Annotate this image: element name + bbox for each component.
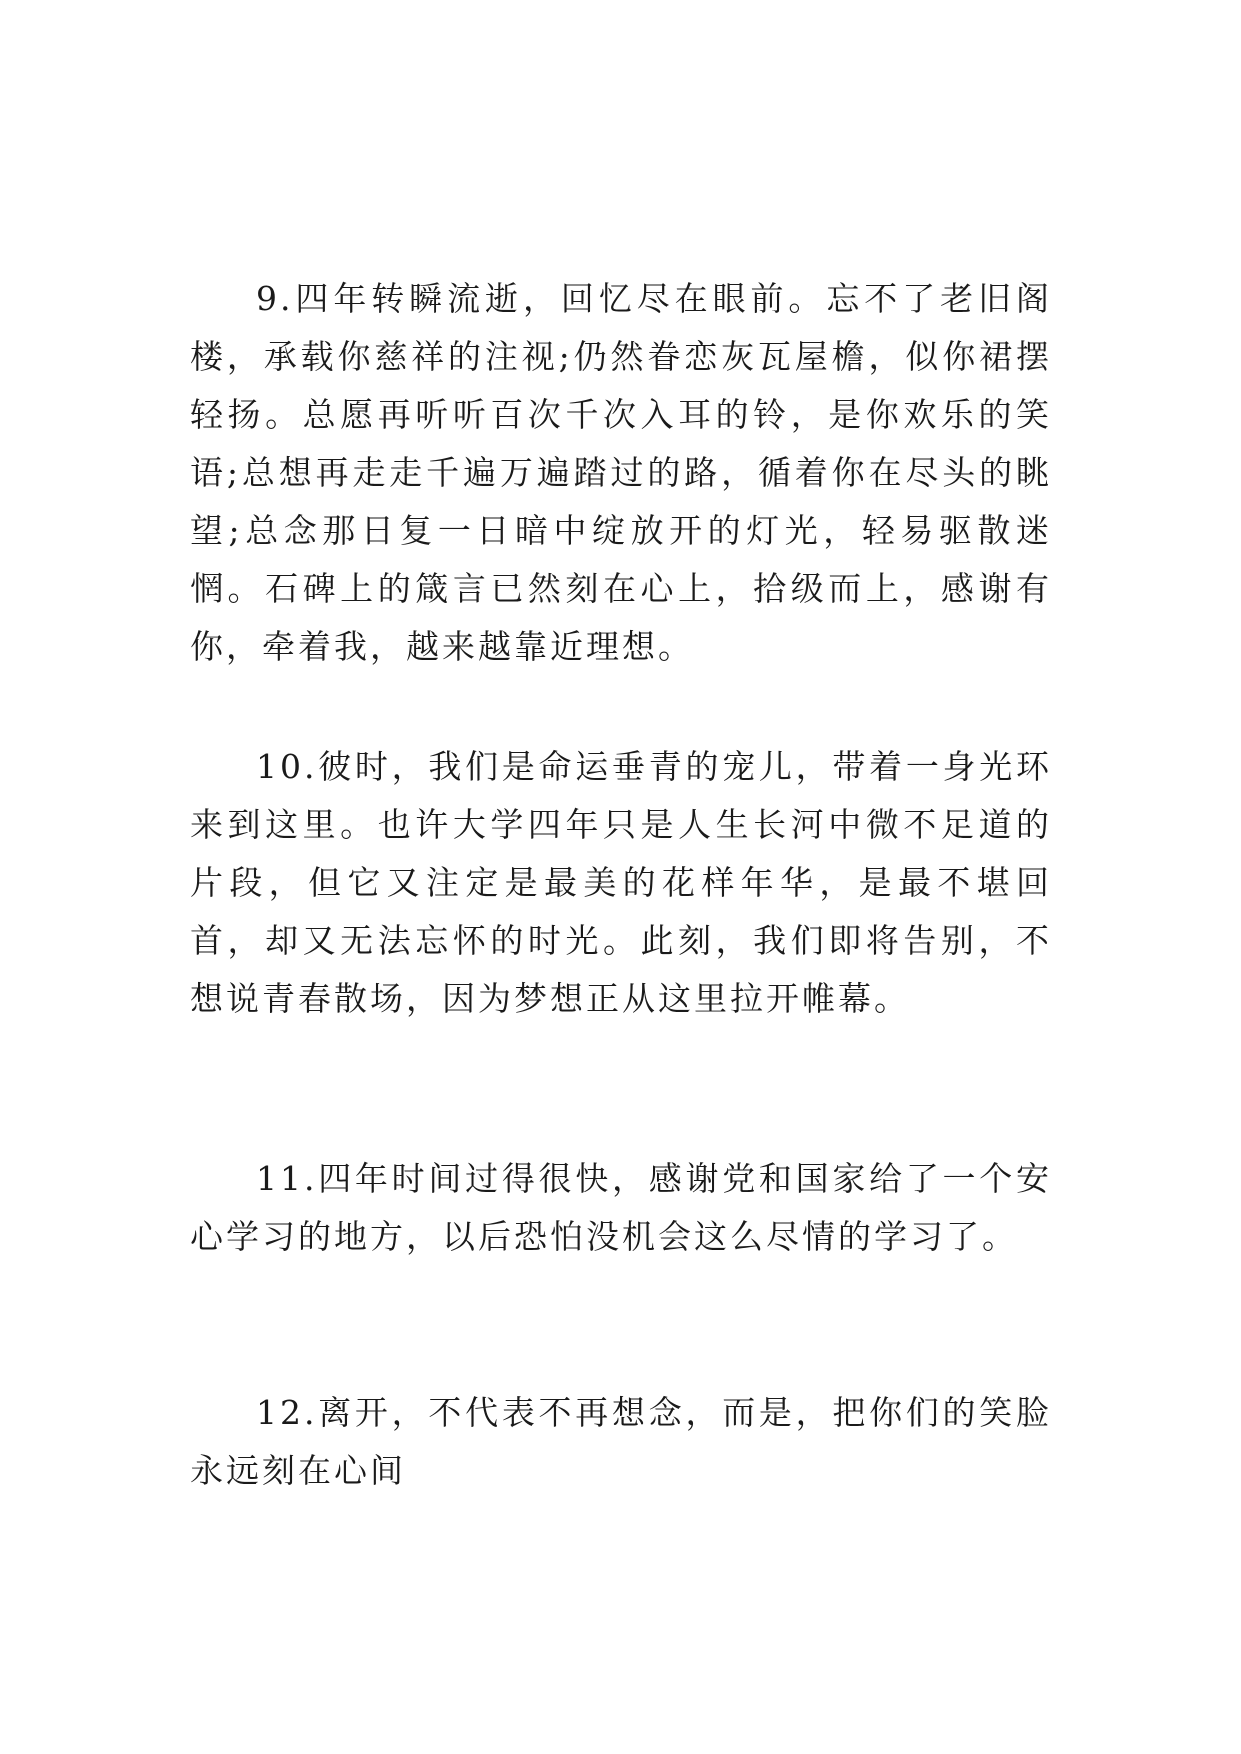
paragraph-12: 12.离开，不代表不再想念，而是，把你们的笑脸永远刻在心间	[190, 1393, 1052, 1490]
paragraph-11: 11.四年时间过得很快，感谢党和国家给了一个安心学习的地方，以后恐怕没机会这么尽情的学习了。	[190, 1159, 1052, 1256]
paragraph-9: 9.四年转瞬流逝，回忆尽在眼前。忘不了老旧阁楼，承载你慈祥的注视;仍然眷恋灰瓦屋檐，似你裙摆轻扬。总愿再听听百次千次入耳的铃，是你欢乐的笑语;总想再走走千遍万遍踏过的路，循着你在尽头的眺望;总念那日复一日暗中绽放开的灯光，轻易驱散迷惘。石碑上的箴言已然刻在心上，拾级而上，感谢有你，牵着我，越来越靠近理想。	[190, 279, 1052, 666]
paragraph-10: 10.彼时，我们是命运垂青的宠儿，带着一身光环来到这里。也许大学四年只是人生长河中微不足道的片段，但它又注定是最美的花样年华，是最不堪回首，却又无法忘怀的时光。此刻，我们即将告别，不想说青春散场，因为梦想正从这里拉开帷幕。	[190, 747, 1052, 1018]
